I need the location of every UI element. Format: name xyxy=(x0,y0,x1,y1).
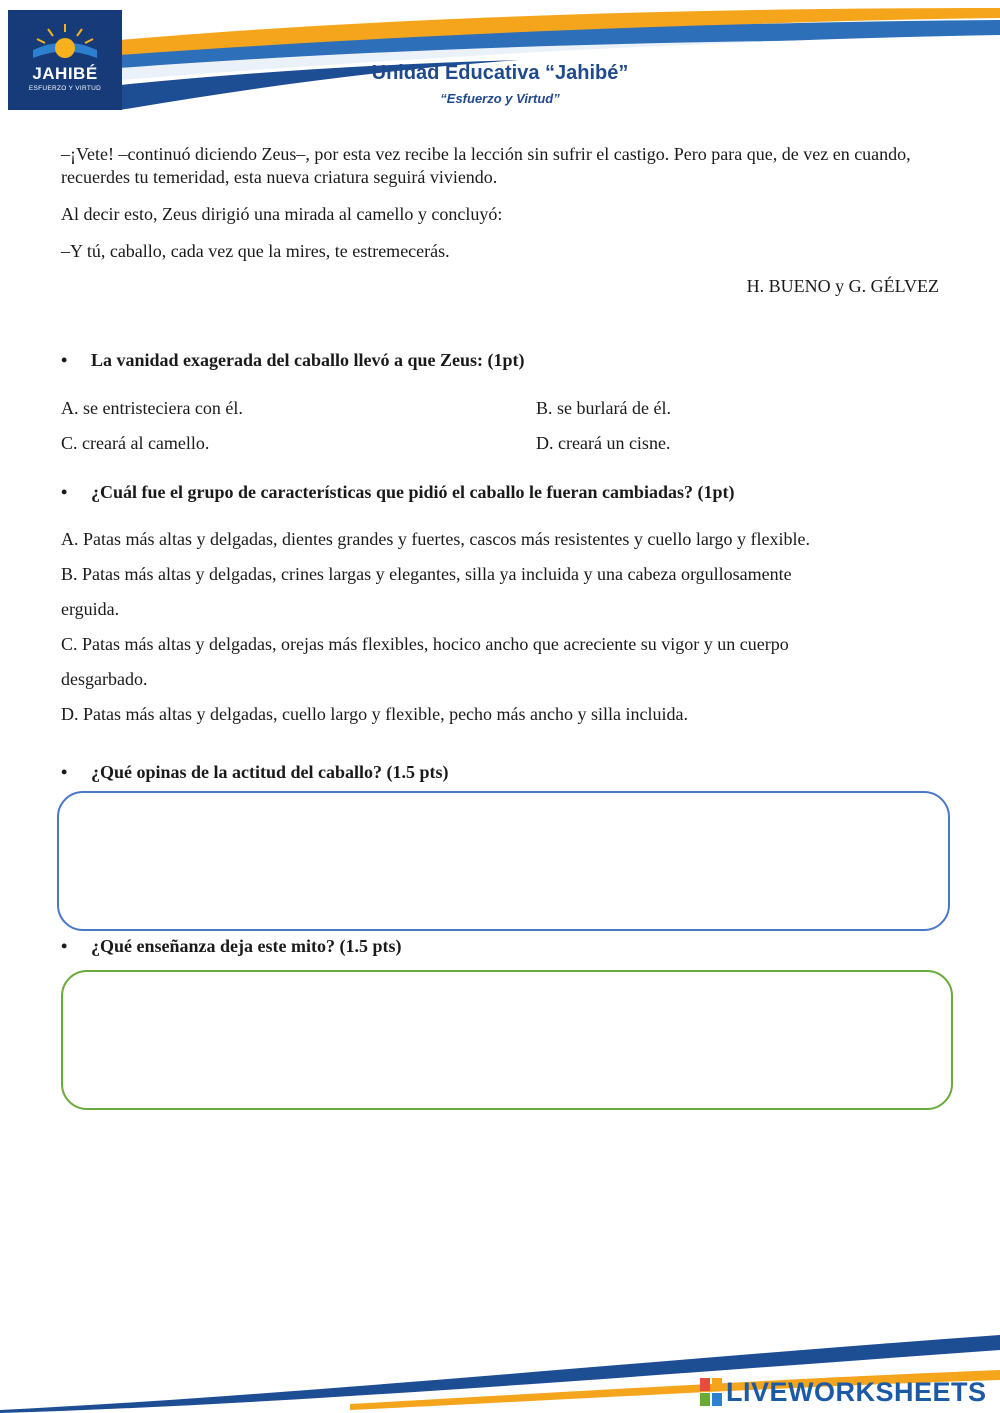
option-a[interactable]: A. Patas más altas y delgadas, dientes grandes y fuertes, cascos más resistentes y cuello largo y flexible. xyxy=(61,529,810,549)
bullet-icon: • xyxy=(61,482,68,502)
liveworksheets-logo xyxy=(700,1378,987,1406)
question-3 xyxy=(61,762,941,783)
question-2 xyxy=(61,482,941,503)
school-motto: “Esfuerzo y Virtud” xyxy=(440,91,560,106)
logo-tagline: ESFUERZO Y VIRTUD xyxy=(28,85,102,92)
story-author: H. BUENO y G. GÉLVEZ xyxy=(746,276,939,296)
question-text: ¿Cuál fue el grupo de características que pidió el caballo le fueran cambiadas? (1pt) xyxy=(91,482,735,502)
option-d[interactable]: D. Patas más altas y delgadas, cuello largo y flexible, pecho más ancho y silla incluida. xyxy=(61,704,688,724)
option-c-continued[interactable]: desgarbado. xyxy=(61,669,148,689)
question-4 xyxy=(61,936,941,957)
option-b-continued[interactable]: erguida. xyxy=(61,599,120,619)
liveworksheets-icon xyxy=(700,1378,722,1406)
answer-box-opinion[interactable] xyxy=(57,791,950,931)
liveworksheets-brand: LIVEWORKSHEETS xyxy=(726,1376,987,1407)
story-paragraph: –Y tú, caballo, cada vez que la mires, te estremecerás. xyxy=(61,241,450,261)
question-text: ¿Qué opinas de la actitud del caballo? (1.5 pts) xyxy=(91,762,449,782)
question-text: ¿Qué enseñanza deja este mito? (1.5 pts) xyxy=(91,936,402,956)
story-paragraph: Al decir esto, Zeus dirigió una mirada al camello y concluyó: xyxy=(61,204,503,224)
option-a[interactable]: A. se entristeciera con él. xyxy=(61,398,243,418)
question-text: La vanidad exagerada del caballo llevó a que Zeus: (1pt) xyxy=(91,350,525,370)
school-name: Unidad Educativa “Jahibé” xyxy=(371,62,629,84)
question-1 xyxy=(61,350,941,371)
option-b[interactable]: B. se burlará de él. xyxy=(536,398,671,418)
logo-name: JAHIBÉ xyxy=(32,64,98,83)
option-b[interactable]: B. Patas más altas y delgadas, crines largas y elegantes, silla ya incluida y una cabeza orgullosamente xyxy=(61,564,792,584)
option-d[interactable]: D. creará un cisne. xyxy=(536,433,671,453)
answer-box-lesson[interactable] xyxy=(61,970,953,1110)
bullet-icon: • xyxy=(61,762,68,782)
option-c[interactable]: C. Patas más altas y delgadas, orejas más flexibles, hocico ancho que acreciente su vigor y un cuerpo xyxy=(61,634,789,654)
sunrise-book-icon xyxy=(8,10,122,70)
school-logo xyxy=(8,10,122,110)
bullet-icon: • xyxy=(61,350,68,370)
bullet-icon: • xyxy=(61,936,68,956)
story-paragraph: –¡Vete! –continuó diciendo Zeus–, por esta vez recibe la lección sin sufrir el castigo. Pero para que, de vez en cuando, recuerdes tu temeridad, esta nueva criatura seguirá viviendo. xyxy=(61,144,911,187)
option-c[interactable]: C. creará al camello. xyxy=(61,433,210,453)
